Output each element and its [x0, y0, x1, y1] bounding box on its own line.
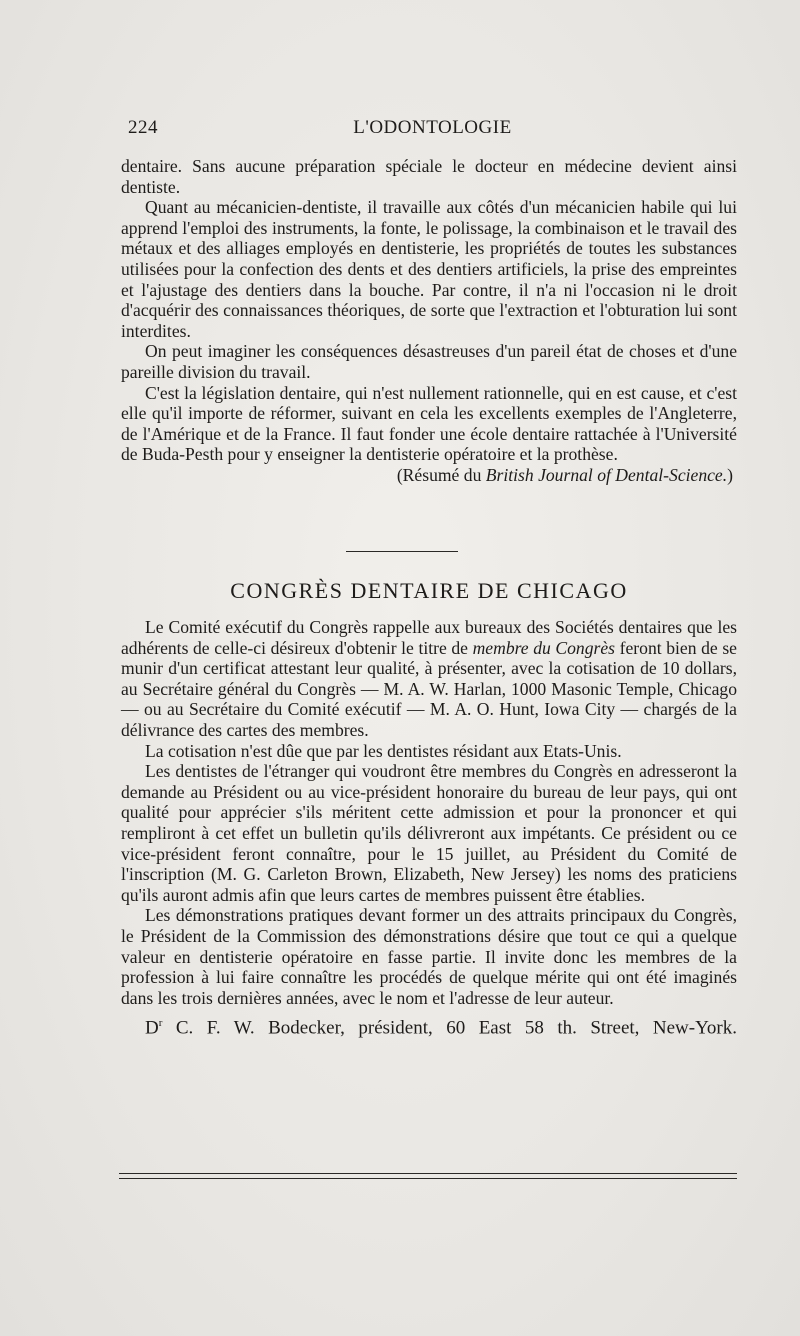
signature-superscript: r [158, 1017, 163, 1030]
section-body [121, 617, 737, 1040]
paragraph-text: feront bien de se munir d'un certificat attestant leur qualité, à présenter, avec la cotisation de 10 dollars, au Secrétaire général du Congrès — M. A. W. Harlan, 1000 Masonic Temple, Chicago — ou au Secrétaire du Comité exécutif — M. A. O. Hunt, Iowa City — chargés de la délivrance des cartes des membres. [121, 637, 737, 740]
running-title: L'ODONTOLOGIE [353, 117, 512, 138]
paragraph: C'est la législation dentaire, qui n'est nullement rationnelle, qui en est cause, et c'est elle qu'il importe de réformer, suivant en cela les excellents exemples de l'Angleterre, de l'Amérique et de la France. Il faut fonder une école dentaire rattachée à l'Université de Buda-Pesth pour y enseigner la dentisterie opératoire et la prothèse. [121, 382, 737, 465]
citation-prefix: (Résumé du [396, 464, 486, 485]
page-header [128, 117, 737, 141]
citation-source: British Journal of Dental-Science. [485, 464, 728, 485]
paragraph-text: Le Comité exécutif du Congrès rappelle aux bureaux des Sociétés dentaires que les adhérents de celle-ci désireux d'obtenir le titre de [121, 617, 737, 658]
italic-term: membre du Congrès [472, 637, 616, 658]
paragraph: Les démonstrations pratiques devant former un des attraits principaux du Congrès, le Président de la Commission des démonstrations désire que tout ce qui a quelque valeur en dentisterie opératoire en fasse partie. Il invite donc les membres de la profession à lui faire connaître les procédés de quelque mérite qui ont été imaginés dans les trois dernières années, avec le nom et l'adresse de leur auteur. [121, 905, 737, 1008]
paragraph: On peut imaginer les conséquences désastreuses d'un pareil état de choses et d'une pareille division du travail. [121, 341, 737, 382]
paragraph [121, 617, 737, 741]
signature-prefix: D [145, 1017, 159, 1039]
section-divider [346, 551, 458, 552]
signature-text: C. F. W. Bodecker, président, 60 East 58 th. Street, New-York. [162, 1017, 737, 1039]
section-title: CONGRÈS DENTAIRE DE CHICAGO [230, 578, 628, 603]
paragraph: dentaire. Sans aucune préparation spéciale le docteur en médecine devient ainsi dentiste. [121, 156, 737, 197]
citation-suffix: ) [727, 464, 733, 485]
end-rule [119, 1173, 737, 1179]
signature-line [121, 1012, 737, 1039]
source-citation [121, 465, 737, 486]
page-number: 224 [128, 117, 158, 138]
paragraph: Quant au mécanicien-dentiste, il travaille aux côtés d'un mécanicien habile qui lui apprend l'emploi des instruments, la fonte, le polissage, la combinaison et le travail des métaux et des alliages employés en dentisterie, les propriétés de toutes les substances utilisées pour la confection des dents et des dentiers artificiels, la prise des empreintes et l'ajustage des dentiers dans la bouche. Par contre, il n'a ni l'occasion ni le droit d'acquérir des connaissances théoriques, de sorte que l'extraction et l'obturation lui sont interdites. [121, 197, 737, 341]
article-body [121, 156, 737, 486]
paragraph: La cotisation n'est dûe que par les dentistes résidant aux Etats-Unis. [145, 740, 622, 761]
paragraph: Les dentistes de l'étranger qui voudront être membres du Congrès en adresseront la demande au Président ou au vice-président honoraire du bureau de leur pays, qui ont qualité pour apprécier s'ils méritent cette admission et pour la prononcer et qui rempliront à cet effet un bulletin qu'ils délivreront aux impétants. Ce président ou ce vice-président feront connaître, pour le 15 juillet, au Président du Comité de l'inscription (M. G. Carleton Brown, Elizabeth, New Jersey) les noms des praticiens qu'ils auront admis afin que leurs cartes de membres puissent être établies. [121, 761, 737, 905]
